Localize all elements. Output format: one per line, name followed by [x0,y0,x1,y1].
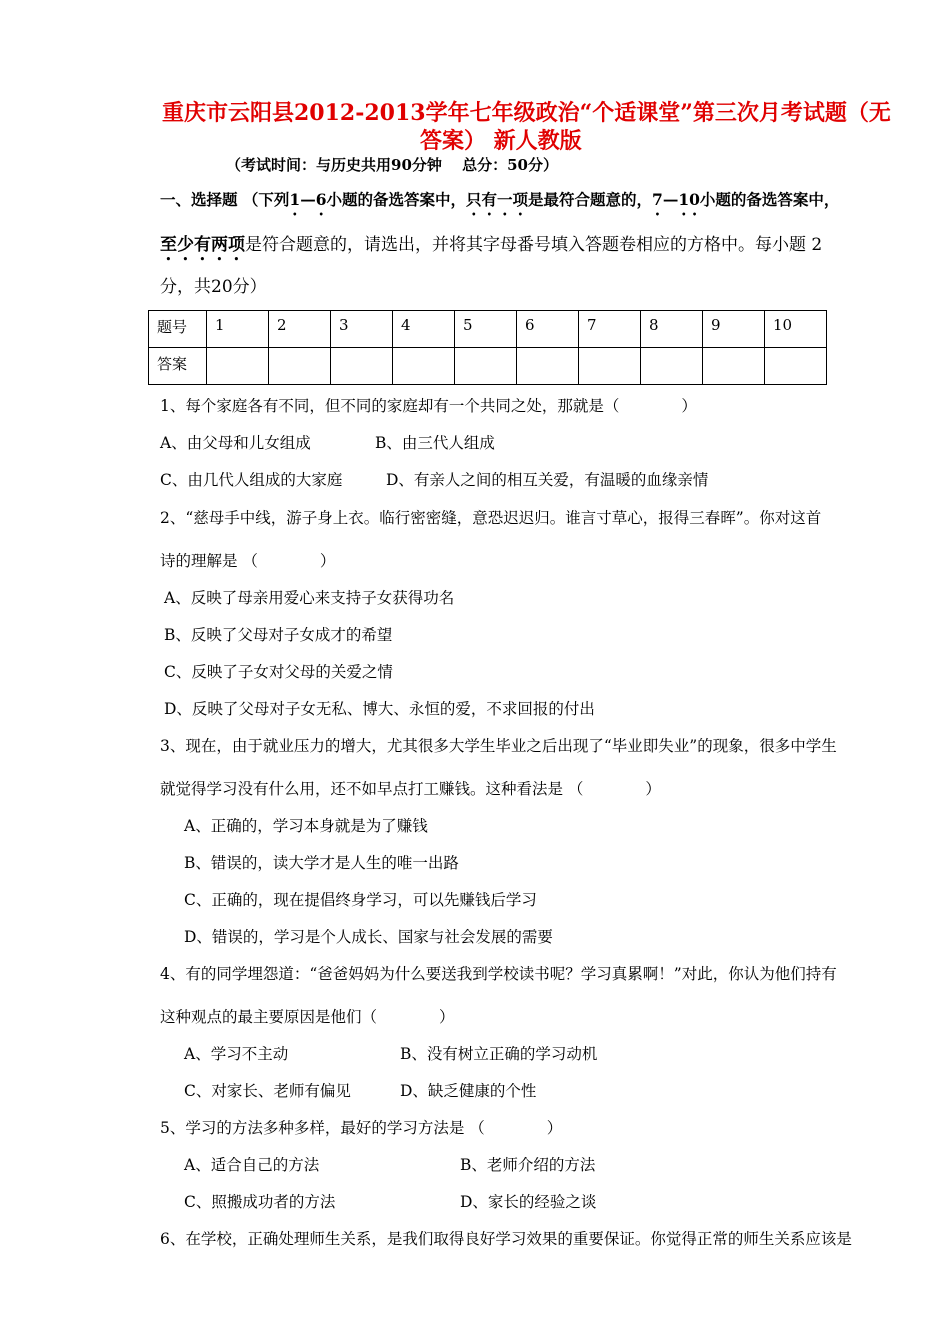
q5-option-a: A、适合自己的方法 [184,1156,320,1174]
title-line-2: 答案） 新人教版 [420,128,582,154]
intro-at-least: 至少有两项 [160,235,245,255]
section-intro-line-1 [160,188,839,219]
intro-range-2: 7—10 [652,190,700,209]
table-number-cell: 7 [579,311,641,348]
answer-cell[interactable] [579,348,641,385]
intro-part-e: 是符合题意的，请选出，并将其字母番号填入答题卷相应的方格中。每小题 2 [245,235,823,255]
table-number-cell: 3 [331,311,393,348]
q3-option-b: B、错误的，读大学才是人生的唯一出路 [184,854,459,872]
table-number-cell: 2 [269,311,331,348]
intro-part-c: 是最符合题意的， [528,190,653,209]
q1-option-d: D、有亲人之间的相互关爱，有温暖的血缘亲情 [386,471,709,489]
q2-option-d: D、反映了父母对子女无私、博大、永恒的爱，不求回报的付出 [164,700,595,718]
q4-option-a: A、学习不主动 [184,1045,289,1063]
intro-range-1: 1—6 [289,190,327,209]
q3-option-d: D、错误的，学习是个人成长、国家与社会发展的需要 [184,928,553,946]
answer-cell[interactable] [393,348,455,385]
answer-cell[interactable] [517,348,579,385]
q2-stem-line-2: 诗的理解是 （ ） [160,552,336,570]
table-number-cell: 10 [765,311,827,348]
table-number-cell: 4 [393,311,455,348]
q3-stem-line-2: 就觉得学习没有什么用，还不如早点打工赚钱。这种看法是 （ ） [160,780,661,798]
intro-only-one: 只有一项 [466,190,529,209]
q6-stem: 6、在学校，正确处理师生关系，是我们取得良好学习效果的重要保证。你觉得正常的师生关系应该是 [160,1230,852,1248]
q5-option-d: D、家长的经验之谈 [460,1193,597,1211]
q4-option-b: B、没有树立正确的学习动机 [400,1045,598,1063]
table-number-cell: 8 [641,311,703,348]
q5-option-b: B、老师介绍的方法 [460,1156,596,1174]
q1-option-a: A、由父母和儿女组成 [160,434,311,452]
intro-part-a: 一、选择题 （下列 [160,190,290,209]
q5-stem: 5、学习的方法多种多样，最好的学习方法是 （ ） [160,1119,563,1137]
q3-stem-line-1: 3、现在，由于就业压力的增大，尤其很多大学生毕业之后出现了“毕业即失业”的现象，很多中学生 [160,737,837,755]
q4-stem-line-1: 4、有的同学埋怨道：“爸爸妈妈为什么要送我到学校读书呢？学习真累啊！”对此，你认为他们持有 [160,965,837,983]
table-number-cell: 5 [455,311,517,348]
section-intro-line-3: 分，共20分） [160,277,267,297]
answer-cell[interactable] [765,348,827,385]
intro-part-b: 小题的备选答案中， [326,190,466,209]
section-intro-line-2 [160,230,822,265]
q2-option-b: B、反映了父母对子女成才的希望 [164,626,393,644]
table-number-cell: 6 [517,311,579,348]
answer-table [148,310,827,385]
table-number-cell: 1 [207,311,269,348]
answer-cell[interactable] [331,348,393,385]
q4-option-c: C、对家长、老师有偏见 [184,1082,351,1100]
answer-table-number-row [149,311,827,348]
answer-cell[interactable] [455,348,517,385]
intro-part-d: 小题的备选答案中， [699,190,840,209]
q2-option-c: C、反映了子女对父母的关爱之情 [164,663,393,681]
answer-cell[interactable] [641,348,703,385]
exam-info: （考试时间：与历史共用90分钟 总分：50分） [226,156,558,174]
answer-table-answer-row [149,348,827,385]
answer-cell[interactable] [703,348,765,385]
table-number-cell: 9 [703,311,765,348]
answer-cell[interactable] [269,348,331,385]
q5-option-c: C、照搬成功者的方法 [184,1193,336,1211]
q1-option-c: C、由几代人组成的大家庭 [160,471,343,489]
q4-option-d: D、缺乏健康的个性 [400,1082,537,1100]
q4-stem-line-2: 这种观点的最主要原因是他们（ ） [160,1008,455,1026]
q2-stem-line-1: 2、“慈母手中线，游子身上衣。临行密密缝，意恐迟迟归。谁言寸草心，报得三春晖”。你对这首 [160,509,822,527]
q1-stem: 1、每个家庭各有不同，但不同的家庭却有一个共同之处，那就是（ ） [160,397,697,415]
answer-cell[interactable] [207,348,269,385]
q3-option-c: C、正确的，现在提倡终身学习，可以先赚钱后学习 [184,891,537,909]
q2-option-a: A、反映了母亲用爱心来支持子女获得功名 [164,589,455,607]
table-header-number: 题号 [149,311,207,348]
table-header-answer: 答案 [149,348,207,385]
q3-option-a: A、正确的，学习本身就是为了赚钱 [184,817,428,835]
q1-option-b: B、由三代人组成 [375,434,495,452]
title-line-1: 重庆市云阳县2012-2013学年七年级政治“个适课堂”第三次月考试题（无 [162,100,891,126]
